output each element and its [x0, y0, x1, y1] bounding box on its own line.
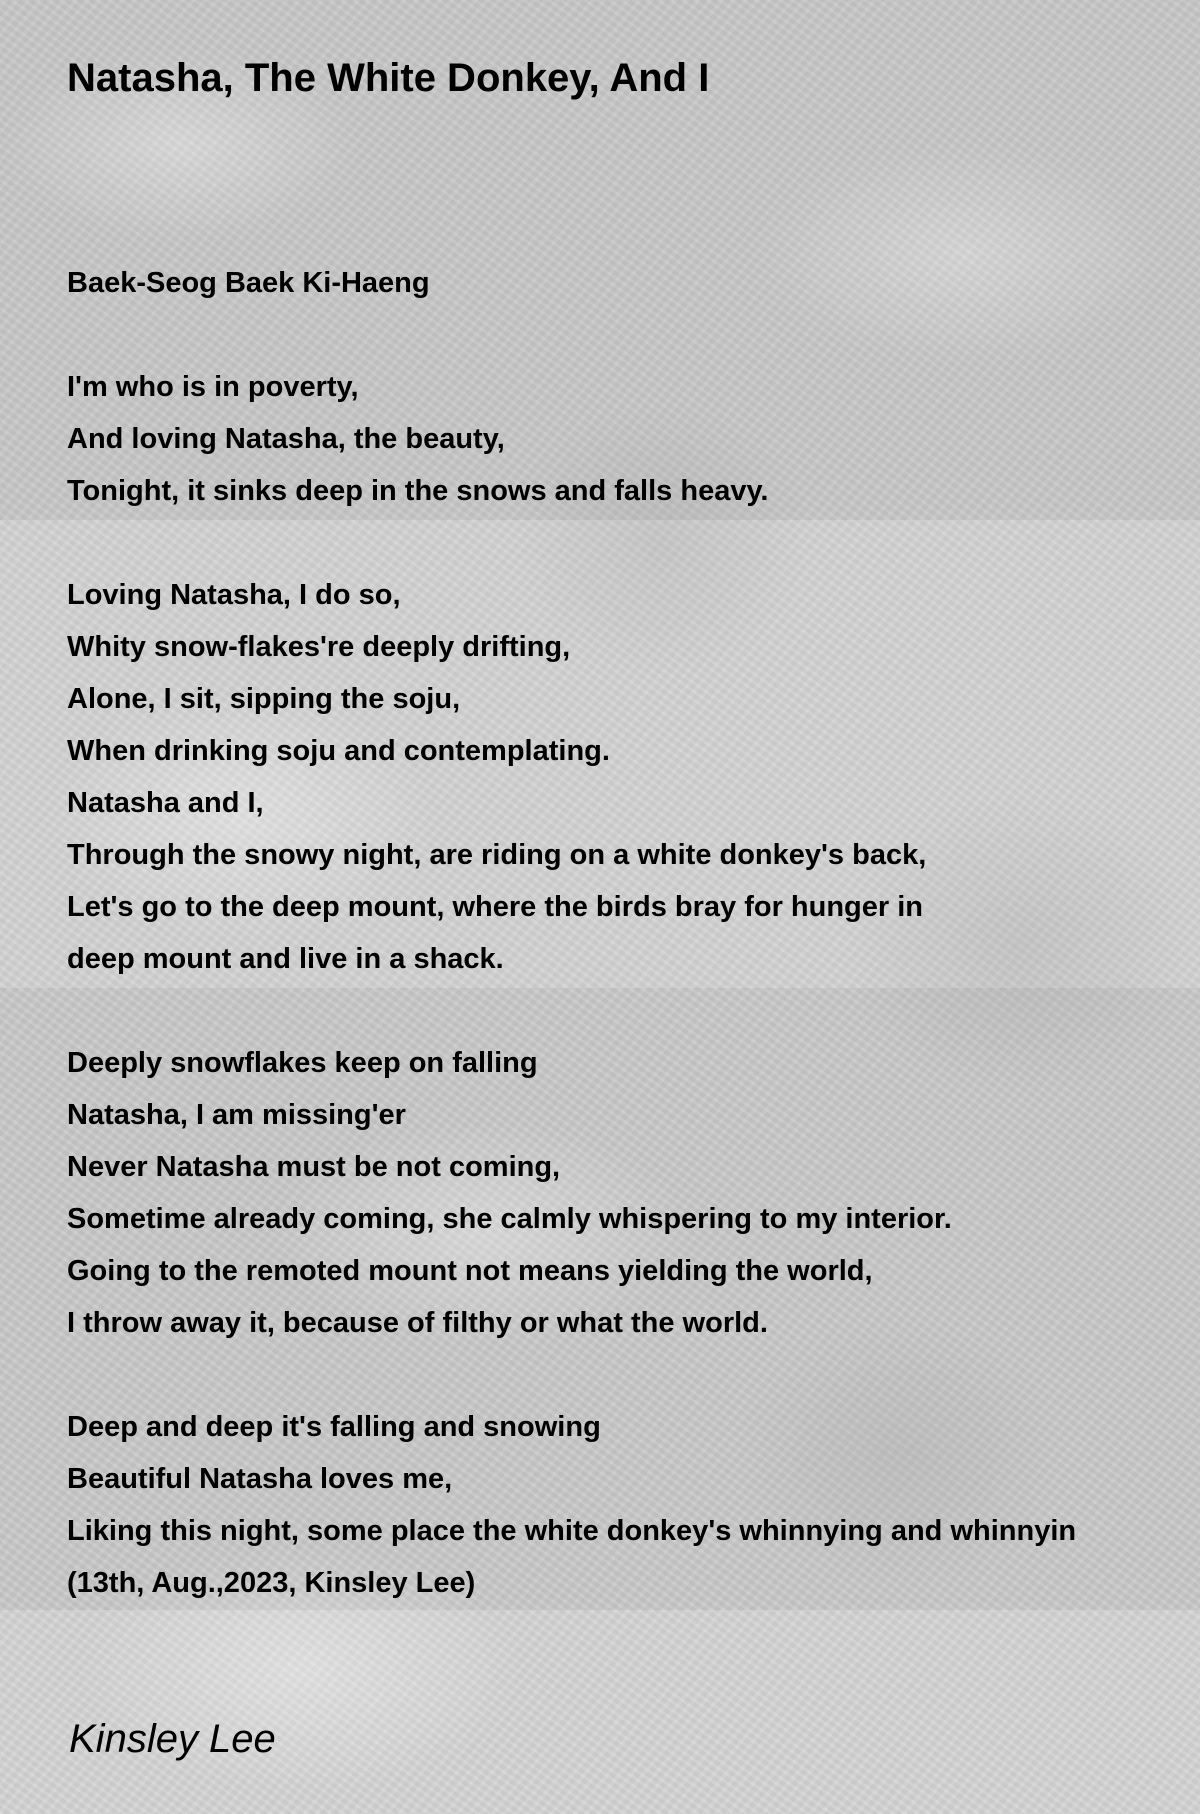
- stanza-gap: [67, 1349, 1200, 1401]
- poem-line: Never Natasha must be not coming,: [67, 1151, 561, 1183]
- poem-line: And loving Natasha, the beauty,: [67, 423, 505, 455]
- stanza-gap: [67, 517, 1200, 569]
- poem-line: I'm who is in poverty,: [67, 371, 359, 403]
- poem-line: When drinking soju and contemplating.: [67, 735, 610, 767]
- poem-line: Natasha and I,: [67, 787, 264, 819]
- poem-line: deep mount and live in a shack.: [67, 943, 504, 975]
- poem-line: Beautiful Natasha loves me,: [67, 1463, 453, 1495]
- stanza-gap: [67, 985, 1200, 1037]
- poem-line: Through the snowy night, are riding on a white donkey's back,: [67, 839, 927, 871]
- poem-line: Natasha, I am missing'er: [67, 1099, 406, 1131]
- poem-line: I throw away it, because of filthy or what the world.: [67, 1307, 768, 1339]
- poem-line: Tonight, it sinks deep in the snows and falls heavy.: [67, 475, 769, 507]
- poem-line: Whity snow-flakes're deeply drifting,: [67, 631, 571, 663]
- poem-title: Natasha, The White Donkey, And I: [67, 56, 710, 100]
- stanza-gap: [67, 309, 1200, 361]
- poem-line: Deep and deep it's falling and snowing: [67, 1411, 601, 1443]
- poem-body: [67, 257, 1200, 1609]
- poem-line: Alone, I sit, sipping the soju,: [67, 683, 461, 715]
- poem-line: Sometime already coming, she calmly whispering to my interior.: [67, 1203, 952, 1235]
- poem-dateline: (13th, Aug.,2023, Kinsley Lee): [67, 1567, 476, 1599]
- poem-line: Loving Natasha, I do so,: [67, 579, 401, 611]
- poem-line: Going to the remoted mount not means yielding the world,: [67, 1255, 873, 1287]
- poem-line: Deeply snowflakes keep on falling: [67, 1047, 538, 1079]
- poem-line: Let's go to the deep mount, where the birds bray for hunger in: [67, 891, 924, 923]
- poem-author: Kinsley Lee: [69, 1717, 276, 1761]
- poem-line: Liking this night, some place the white donkey's whinnying and whinnyin: [67, 1515, 1077, 1547]
- poem-byline: Baek-Seog Baek Ki-Haeng: [67, 267, 430, 299]
